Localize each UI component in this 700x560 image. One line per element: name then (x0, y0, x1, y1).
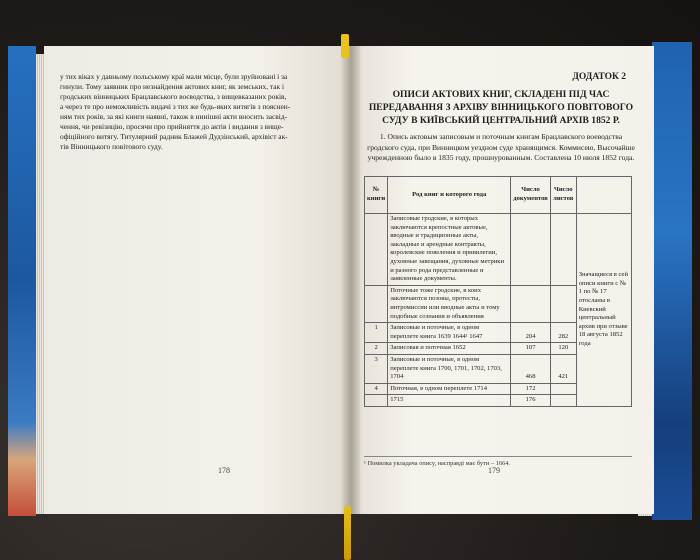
note-cell: Значащиеся в сей описи книги с № 1 по № 17 отосланы в Киевский центральный архив при отзыве 18 августа 1852 года (576, 214, 631, 407)
header-note (576, 177, 631, 214)
row-description: Записовые и поточные, в одном переплете книга 1639 1644¹ 1647 (388, 323, 511, 343)
text-line: гродських вінницьких Брацлавського воєводства, з вищевказаних років, (60, 92, 287, 101)
bookmark-ribbon-bottom (344, 506, 351, 560)
cover-right (652, 42, 692, 520)
left-page-text (60, 72, 348, 152)
row-description: 1715 (388, 395, 511, 407)
table-row: 1715 176 (365, 395, 632, 407)
table-row: 3 Записовые и поточные, в одном переплете книга 1700, 1701, 1702, 1703, 1704 468 421 (365, 354, 632, 383)
table-row: 2 Записовая и поточная 1652 107 120 (365, 343, 632, 355)
page-title: ОПИСИ АКТОВИХ КНИГ, СКЛАДЕНІ ПІД ЧАС ПЕРЕДАВАННЯ З АРХІВУ ВІННИЦЬКОГО ПОВІТОВОГО СУДУ В КИЇВСЬКИЙ ЦЕНТРАЛЬНИЙ АРХІВ 1852 Р. (368, 89, 634, 126)
row-description: Записовая и поточная 1652 (388, 343, 511, 355)
inventory-table (364, 176, 632, 407)
row-description: Поточная, в одном переплете 1714 (388, 383, 511, 395)
row-description: Поточные тоже гродские, в коих заключаются позовы, протесты, интромиссии или вводные акты и тому подобные сознания и объявления (388, 285, 511, 322)
table-row: 4 Поточная, в одном переплете 1714 172 (365, 383, 632, 395)
header-docs: Число документов (511, 177, 551, 214)
bookmark-ribbon-top (341, 34, 349, 58)
page-number-left: 178 (218, 466, 230, 475)
text-line: чення, чи ревізицію, просячи про прийняття до актів і видання з вище- (60, 122, 284, 131)
text-line: у тих віках у давньому польському краї мали місце, були зруйновані і за (60, 72, 288, 81)
text-line: тів Вінницького повітового суду. (60, 142, 163, 151)
table-row (365, 214, 632, 286)
table-row: 1 Записовые и поточные, в одном переплете книга 1639 1644¹ 1647 204 282 (365, 323, 632, 343)
page-number-right: 179 (488, 466, 500, 475)
table-header (365, 177, 632, 214)
text-line: гинули. Тому заявник про незнайдення актових книг, як земських, так і (60, 82, 285, 91)
header-sheets: Число листов (550, 177, 576, 214)
footnote: ¹ Помилка укладача опису, насправді має бути – 1664. (364, 456, 632, 467)
header-number: № книги (365, 177, 388, 214)
row-description: Записовые гродские, в которых заключаются крепостные актовые, вводные и традиционные акты, закладные и арендные контракты, королевские повеления и привилегии, духовные завещания, духовные метрики и разного рода представленные и заявленные документы. (388, 214, 511, 286)
row-description: Записовые и поточные, в одном переплете книга 1700, 1701, 1702, 1703, 1704 (388, 354, 511, 383)
appendix-label: ДОДАТОК 2 (572, 72, 626, 82)
intro-text: 1. Опись актовым записовым и поточным книгам Брацлавского воеводства гродского суда, при Винницком уездном суде хранящимся. Коммисею, Высочайше учрежденною было в 1835 году, прошнурованным. Составлена 10 июля 1852 года. (367, 132, 635, 162)
text-line: а через те про неможливість видачі з тих же будь-яких витягів з пояснен- (60, 102, 291, 111)
header-kind: Род книг и которого года (388, 177, 511, 214)
cover-left (8, 46, 36, 516)
text-line: ням тих років, за які книги наявні, також в нинішні акти вносить засвід- (60, 112, 288, 121)
text-line: офіційного витягу. Титулярний радник Блажей Дудзінський, архівіст ак- (60, 132, 288, 141)
